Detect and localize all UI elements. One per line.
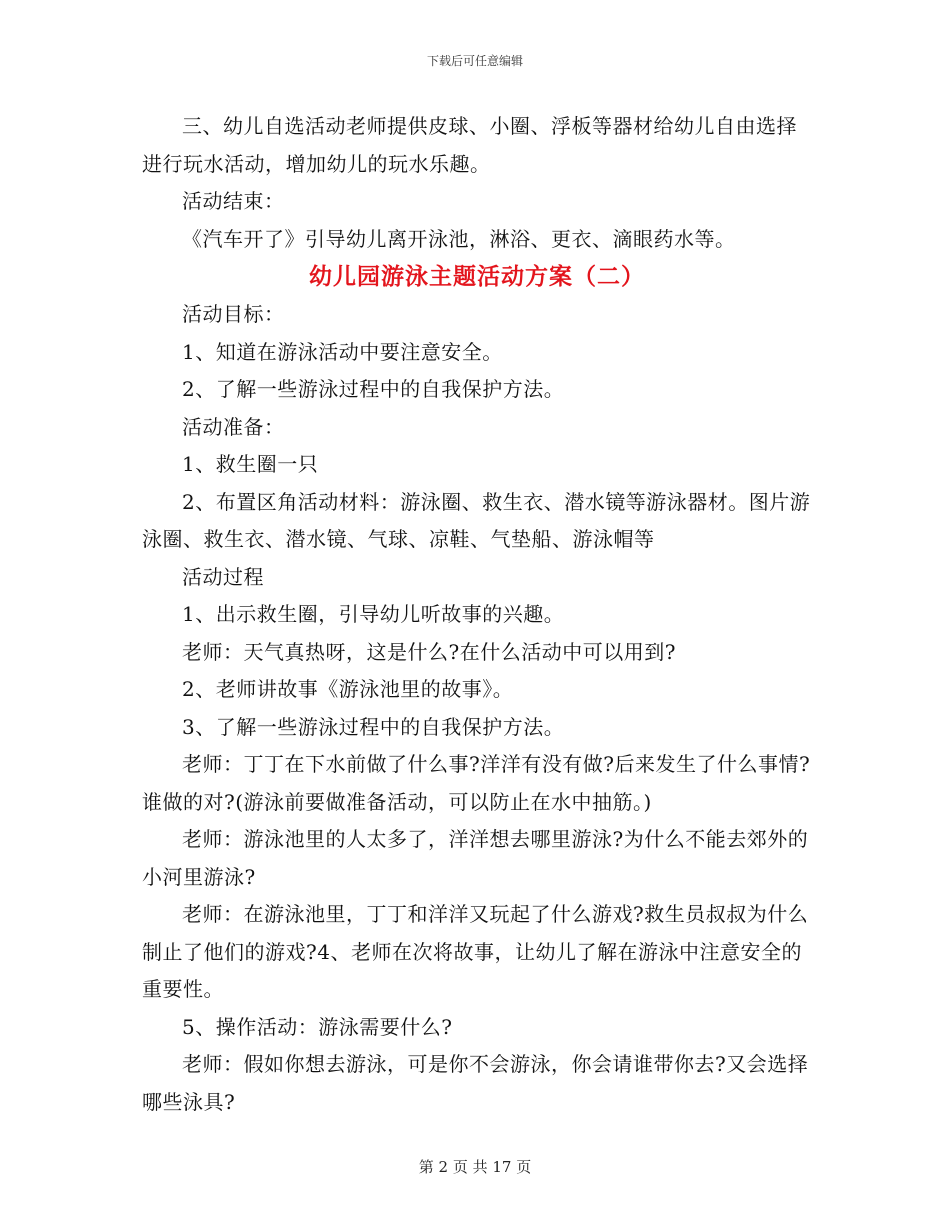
paragraph-prep-2: 2、布置区角活动材料：游泳圈、救生衣、潜水镜等游泳器材。图片游泳圈、救生衣、潜水镜、气球、凉鞋、气垫船、游泳帽等 [142,489,811,551]
paragraph-teacher-5: 老师：假如你想去游泳，可是你不会游泳，你会请谁带你去?又会选择哪些泳具? [142,1052,809,1114]
paragraph-process-heading: 活动过程 [182,564,264,589]
paragraph-teacher-3: 老师：游泳池里的人太多了，洋洋想去哪里游泳?为什么不能去郊外的小河里游泳? [142,827,809,889]
paragraph-teacher-4: 老师：在游泳池里，丁丁和洋洋又玩起了什么游戏?救生员叔叔为什么制止了他们的游戏?4、老师在次将故事，让幼儿了解在游泳中注意安全的重要性。 [142,902,809,1001]
paragraph-goals-heading: 活动目标： [182,302,285,326]
paragraph-activity-end: 《汽车开了》引导幼儿离开泳池，淋浴、更衣、滴眼药水等。 [182,226,736,251]
page-header: 下载后可任意编辑 [426,54,523,68]
paragraph-process-2: 2、老师讲故事《游泳池里的故事》。 [182,677,514,701]
document-body [142,108,812,1121]
paragraph-teacher-2: 老师：丁丁在下水前做了什么事?洋洋有没有做?后来发生了什么事情?谁做的对?(游泳前要做准备活动，可以防止在水中抽筋。) [142,752,811,814]
paragraph-goal-2: 2、了解一些游泳过程中的自我保护方法。 [182,377,565,401]
page-footer: 第 2 页 共 17 页 [418,1158,532,1176]
paragraph-process-1: 1、出示救生圈，引导幼儿听故事的兴趣。 [182,602,565,626]
paragraph-teacher-1: 老师：天气真热呀，这是什么?在什么活动中可以用到? [182,639,676,664]
paragraph-process-5: 5、操作活动：游泳需要什么? [182,1014,453,1039]
paragraph-process-3: 3、了解一些游泳过程中的自我保护方法。 [182,714,565,739]
paragraph-activity-end-heading: 活动结束： [182,189,285,213]
paragraph-goal-1: 1、知道在游泳活动中要注意安全。 [182,339,503,364]
paragraph-prep-1: 1、救生圈一只 [182,452,319,476]
section-title: 幼儿园游泳主题活动方案（二） [309,264,645,290]
paragraph-prep-heading: 活动准备： [182,414,285,439]
paragraph-free-play: 三、幼儿自选活动老师提供皮球、小圈、浮板等器材给幼儿自由选择进行玩水活动，增加幼儿的玩水乐趣。 [142,114,797,176]
